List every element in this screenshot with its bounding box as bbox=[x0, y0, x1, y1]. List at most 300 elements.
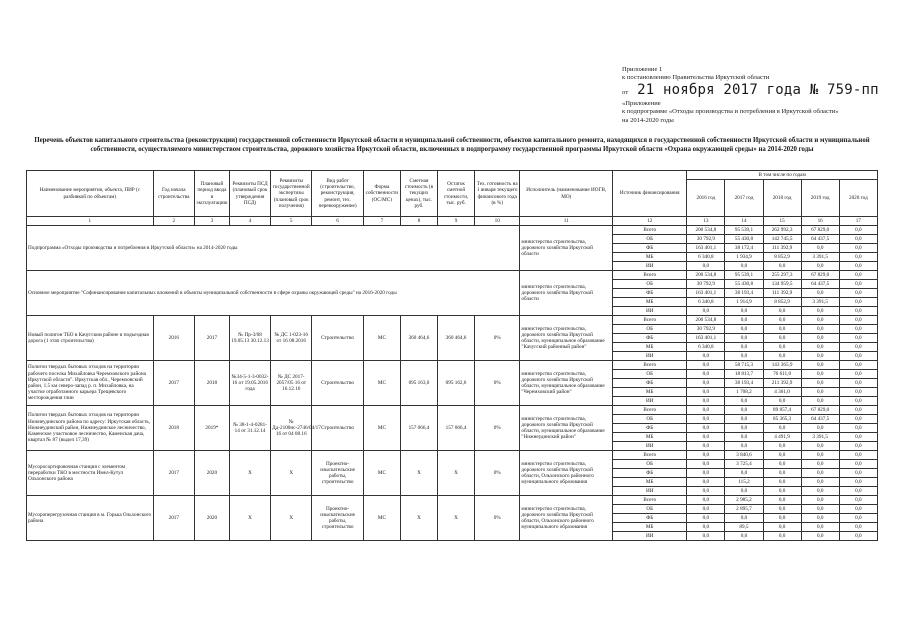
source-cell: ИИ bbox=[613, 397, 687, 406]
value-cell: 0,0 bbox=[763, 478, 801, 487]
value-cell: 0,0 bbox=[801, 343, 839, 352]
value-cell: 0,0 bbox=[687, 388, 725, 397]
column-number-cell: 7 bbox=[363, 217, 400, 226]
value-cell: 0,0 bbox=[763, 460, 801, 469]
source-cell: ОБ bbox=[613, 460, 687, 469]
expertise-cell: Х bbox=[271, 451, 312, 496]
value-cell: 38 193,4 bbox=[725, 289, 763, 298]
source-cell: МБ bbox=[613, 343, 687, 352]
value-cell: 0,0 bbox=[839, 478, 877, 487]
column-number-cell: 3 bbox=[194, 217, 229, 226]
source-cell: МБ bbox=[613, 253, 687, 262]
value-cell: 1 708,2 bbox=[725, 388, 763, 397]
value-cell: 0,0 bbox=[839, 505, 877, 514]
readiness: 0% bbox=[475, 451, 520, 496]
column-number-cell: 5 bbox=[271, 217, 312, 226]
executor-cell: министерство строительства, дорожного хозяйства Иркутской области, муниципальное образование "Черемховский район" bbox=[520, 361, 613, 406]
value-cell: 0,0 bbox=[763, 397, 801, 406]
value-cell: 0,0 bbox=[839, 487, 877, 496]
end-year: 2019* bbox=[194, 406, 229, 451]
value-cell: 0,0 bbox=[801, 505, 839, 514]
value-cell: 0,0 bbox=[839, 244, 877, 253]
column-number-cell: 13 bbox=[687, 217, 725, 226]
value-cell: 200 534,8 bbox=[687, 226, 725, 235]
value-cell: 0,0 bbox=[839, 325, 877, 334]
value-cell: 0,0 bbox=[839, 289, 877, 298]
value-cell: 0,0 bbox=[839, 343, 877, 352]
value-cell: 0,0 bbox=[687, 523, 725, 532]
ownership: МС bbox=[363, 361, 400, 406]
psd-cell: Х bbox=[229, 451, 270, 496]
psd-cell: № 38-1-4-0281-14 от 31.12.14 bbox=[229, 406, 270, 451]
value-cell: 0,0 bbox=[725, 532, 763, 541]
readiness: 0% bbox=[475, 361, 520, 406]
value-cell: 30 792,9 bbox=[687, 325, 725, 334]
source-cell: МБ bbox=[613, 298, 687, 307]
value-cell: 0,0 bbox=[801, 532, 839, 541]
value-cell: 0,0 bbox=[725, 262, 763, 271]
expertise-cell: Х bbox=[271, 496, 312, 541]
value-cell: 0,0 bbox=[839, 442, 877, 451]
source-cell: Всего bbox=[613, 316, 687, 325]
source-cell: Всего bbox=[613, 361, 687, 370]
value-cell: 0,0 bbox=[839, 379, 877, 388]
ownership: МС bbox=[363, 316, 400, 361]
col-header-year: 2020 год bbox=[839, 180, 877, 217]
readiness: 0% bbox=[475, 316, 520, 361]
expertise-cell: № ДС 2017-2057/05 16 от 16.12.16 bbox=[271, 361, 312, 406]
cost: Х bbox=[400, 496, 437, 541]
value-cell: 0,0 bbox=[725, 415, 763, 424]
work-type: Строительство bbox=[312, 361, 364, 406]
value-cell: 0,0 bbox=[687, 505, 725, 514]
value-cell: 0,0 bbox=[763, 343, 801, 352]
value-cell: 0,0 bbox=[687, 487, 725, 496]
value-cell: 0,0 bbox=[839, 532, 877, 541]
value-cell: 0,0 bbox=[725, 325, 763, 334]
cost: 095 163,0 bbox=[400, 361, 437, 406]
column-number-cell: 16 bbox=[801, 217, 839, 226]
psd-cell: №34-5-1-3-0032-16 от 19.05.2016 года bbox=[229, 361, 270, 406]
source-cell: ФБ bbox=[613, 379, 687, 388]
value-cell: 0,0 bbox=[801, 388, 839, 397]
value-cell: 89 857,4 bbox=[763, 406, 801, 415]
value-cell: 0,0 bbox=[763, 451, 801, 460]
value-cell: 0,0 bbox=[763, 505, 801, 514]
value-cell: 0,0 bbox=[763, 523, 801, 532]
value-cell: 0,0 bbox=[725, 316, 763, 325]
ownership: МС bbox=[363, 406, 400, 451]
value-cell: 0,0 bbox=[725, 343, 763, 352]
value-cell: 3 840,6 bbox=[725, 451, 763, 460]
source-cell: Всего bbox=[613, 271, 687, 280]
source-cell: ОБ bbox=[613, 325, 687, 334]
object-row bbox=[27, 496, 878, 505]
value-cell: 95 539,1 bbox=[725, 226, 763, 235]
col-header-rest: Остаток сметной стоимости, тыс. руб. bbox=[437, 171, 474, 217]
object-row bbox=[27, 316, 878, 325]
value-cell: 0,0 bbox=[801, 460, 839, 469]
column-number-cell: 6 bbox=[312, 217, 364, 226]
value-cell: 2 985,2 bbox=[725, 496, 763, 505]
value-cell: 200 534,8 bbox=[687, 271, 725, 280]
value-cell: 0,0 bbox=[725, 334, 763, 343]
value-cell: 0,0 bbox=[687, 415, 725, 424]
value-cell: 0,0 bbox=[801, 514, 839, 523]
value-cell: 1 914,9 bbox=[725, 298, 763, 307]
value-cell: 0,0 bbox=[801, 316, 839, 325]
value-cell: 3 391,5 bbox=[801, 433, 839, 442]
value-cell: 0,0 bbox=[725, 307, 763, 316]
value-cell: 76 611,0 bbox=[763, 370, 801, 379]
value-cell: 0,0 bbox=[687, 352, 725, 361]
value-cell: 0,0 bbox=[839, 370, 877, 379]
value-cell: 64 437,5 bbox=[801, 415, 839, 424]
value-cell: 0,0 bbox=[839, 235, 877, 244]
value-cell: 55 430,8 bbox=[725, 235, 763, 244]
appendix-line2: к постановлению Правительства Иркутской области bbox=[622, 74, 770, 82]
value-cell: 0,0 bbox=[687, 397, 725, 406]
value-cell: 0,0 bbox=[839, 361, 877, 370]
value-cell: 8 852,9 bbox=[763, 253, 801, 262]
value-cell: 134 959,5 bbox=[763, 280, 801, 289]
value-cell: 0,0 bbox=[839, 271, 877, 280]
value-cell: 0,0 bbox=[801, 361, 839, 370]
ownership: МС bbox=[363, 496, 400, 541]
expertise-cell: № ДС 1-023-16 от 16 08.2016 bbox=[271, 316, 312, 361]
column-number-cell: 4 bbox=[229, 217, 270, 226]
value-cell: 0,0 bbox=[687, 451, 725, 460]
value-cell: 6 340,8 bbox=[687, 298, 725, 307]
cost: 360 464,6 bbox=[400, 316, 437, 361]
value-cell: 0,0 bbox=[839, 397, 877, 406]
value-cell: 0,0 bbox=[687, 379, 725, 388]
col-header-name: Наименование мероприятия, объекта, ПИР (с разбивкой по объектам) bbox=[27, 171, 154, 217]
value-cell: 3 391,5 bbox=[801, 253, 839, 262]
col-header-cost: Сметная стоимость (в текущих ценах), тыс. руб. bbox=[400, 171, 437, 217]
col-header-ownership: Форма собственности (ОС/МС) bbox=[363, 171, 400, 217]
value-cell: 0,0 bbox=[687, 262, 725, 271]
work-type: Строительство bbox=[312, 406, 364, 451]
source-cell: МБ bbox=[613, 388, 687, 397]
value-cell: 163 401,1 bbox=[687, 334, 725, 343]
object-row bbox=[27, 406, 878, 415]
object-name: Мусоросортировочная станция с элементом переработки ТКО в местности Имел-Кутул Ольхонского района bbox=[27, 451, 154, 496]
value-cell: 0,0 bbox=[839, 523, 877, 532]
col-header-year: 2019 год bbox=[801, 180, 839, 217]
value-cell: 0,0 bbox=[839, 469, 877, 478]
col-header-readiness: Тех. готовность на 1 января текущего финансового года (в %) bbox=[475, 171, 520, 217]
column-number-cell: 14 bbox=[725, 217, 763, 226]
value-cell: 0,0 bbox=[839, 226, 877, 235]
value-cell: 255 297,3 bbox=[763, 271, 801, 280]
cost: 157 066,4 bbox=[400, 406, 437, 451]
column-number-row bbox=[27, 217, 878, 226]
source-cell: ИИ bbox=[613, 487, 687, 496]
psd-cell: № Пр-3/08 19.05.13 30.12.13 bbox=[229, 316, 270, 361]
value-cell: 0,0 bbox=[839, 307, 877, 316]
value-cell: 0,0 bbox=[801, 370, 839, 379]
value-cell: 0,0 bbox=[725, 352, 763, 361]
value-cell: 64 437,5 bbox=[801, 280, 839, 289]
value-cell: 0,0 bbox=[801, 451, 839, 460]
column-number-cell: 8 bbox=[400, 217, 437, 226]
col-header-executor: Исполнитель (наименование ИОГВ, МО) bbox=[520, 171, 613, 217]
col-header-start: Год начала строительства bbox=[153, 171, 194, 217]
source-cell: ОБ bbox=[613, 370, 687, 379]
column-number-cell: 12 bbox=[613, 217, 687, 226]
start-year: 2017 bbox=[153, 496, 194, 541]
source-cell: Всего bbox=[613, 406, 687, 415]
source-cell: МБ bbox=[613, 523, 687, 532]
rest-cost: Х bbox=[437, 451, 474, 496]
value-cell: 6 340,8 bbox=[687, 253, 725, 262]
col-header-source: Источник финансирования bbox=[613, 171, 687, 217]
value-cell: 0,0 bbox=[687, 496, 725, 505]
value-cell: 262 992,3 bbox=[763, 226, 801, 235]
value-cell: 55 430,8 bbox=[725, 280, 763, 289]
source-cell: МБ bbox=[613, 478, 687, 487]
value-cell: 38 172,4 bbox=[725, 244, 763, 253]
appendix-line6: на 2014-2020 годы bbox=[622, 116, 674, 124]
appendix-block bbox=[622, 66, 892, 125]
value-cell: 0,0 bbox=[687, 424, 725, 433]
end-year: 2020 bbox=[194, 496, 229, 541]
executor-cell: министерство строительства, дорожного хозяйства Иркутской области, Ольхонского районного муниципального образования bbox=[520, 451, 613, 496]
value-cell: 0,0 bbox=[801, 397, 839, 406]
value-cell: 0,0 bbox=[725, 487, 763, 496]
table-body bbox=[27, 217, 878, 541]
column-number-cell: 11 bbox=[520, 217, 613, 226]
source-cell: ФБ bbox=[613, 289, 687, 298]
rest-cost: 157 066,4 bbox=[437, 406, 474, 451]
value-cell: 89,5 bbox=[725, 523, 763, 532]
value-cell: 0,0 bbox=[839, 424, 877, 433]
value-cell: 0,0 bbox=[839, 280, 877, 289]
value-cell: 115,2 bbox=[725, 478, 763, 487]
rest-cost: 360 464,6 bbox=[437, 316, 474, 361]
source-cell: ФБ bbox=[613, 334, 687, 343]
col-header-expertise: Реквизиты государственной экспертизы (плановый срок получения) bbox=[271, 171, 312, 217]
value-cell: 4 491,9 bbox=[763, 433, 801, 442]
rest-cost: Х bbox=[437, 496, 474, 541]
end-year: 2017 bbox=[194, 316, 229, 361]
appendix-line5: к подпрограмме «Отходы производства и потребления в Иркутской области» bbox=[622, 108, 839, 116]
value-cell: 2 895,7 bbox=[725, 505, 763, 514]
value-cell: 8 852,9 bbox=[763, 298, 801, 307]
value-cell: 0,0 bbox=[801, 424, 839, 433]
col-header-work: Вид работ (строительство, реконструкция, ремонт, тех. перевооружение) bbox=[312, 171, 364, 217]
executor-cell: министерство строительства, дорожного хозяйства Иркутской области bbox=[520, 271, 613, 316]
value-cell: 0,0 bbox=[801, 496, 839, 505]
source-cell: Всего bbox=[613, 496, 687, 505]
source-cell: ИИ bbox=[613, 262, 687, 271]
column-number-cell: 9 bbox=[437, 217, 474, 226]
value-cell: 67 829,0 bbox=[801, 406, 839, 415]
column-number-cell: 1 bbox=[27, 217, 154, 226]
block-name: Подпрограмма «Отходы производства и потребления в Иркутской области» на 2014-2020 годы bbox=[27, 226, 520, 271]
value-cell: 0,0 bbox=[801, 334, 839, 343]
column-number-cell: 10 bbox=[475, 217, 520, 226]
value-cell: 0,0 bbox=[801, 379, 839, 388]
value-cell: 0,0 bbox=[801, 523, 839, 532]
value-cell: 0,0 bbox=[763, 352, 801, 361]
value-cell: 1 934,9 bbox=[725, 253, 763, 262]
value-cell: 0,0 bbox=[687, 478, 725, 487]
object-row bbox=[27, 361, 878, 370]
end-year: 2020 bbox=[194, 451, 229, 496]
value-cell: 0,0 bbox=[687, 532, 725, 541]
value-cell: 0,0 bbox=[801, 307, 839, 316]
value-cell: 64 437,5 bbox=[801, 235, 839, 244]
value-cell: 0,0 bbox=[839, 298, 877, 307]
value-cell: 0,0 bbox=[839, 415, 877, 424]
cost: Х bbox=[400, 451, 437, 496]
value-cell: 0,0 bbox=[725, 397, 763, 406]
source-cell: ОБ bbox=[613, 415, 687, 424]
value-cell: 0,0 bbox=[725, 424, 763, 433]
value-cell: 211 392,9 bbox=[763, 379, 801, 388]
source-cell: ФБ bbox=[613, 469, 687, 478]
col-header-year: 2017 год bbox=[725, 180, 763, 217]
col-header-year: 2016 год bbox=[687, 180, 725, 217]
value-cell: 0,0 bbox=[839, 316, 877, 325]
source-cell: Всего bbox=[613, 226, 687, 235]
source-cell: ОБ bbox=[613, 280, 687, 289]
value-cell: 0,0 bbox=[839, 451, 877, 460]
executor-cell: министерство строительства, дорожного хозяйства Иркутской области bbox=[520, 226, 613, 271]
source-cell: ИИ bbox=[613, 352, 687, 361]
value-cell: 67 829,0 bbox=[801, 271, 839, 280]
value-cell: 0,0 bbox=[725, 442, 763, 451]
block-name: Основное мероприятие "Софинансирование капитальных вложений в объекты муниципальной собственности в сфере охраны окружающей среды" на 2016-2020 годы bbox=[27, 271, 520, 316]
value-cell: 0,0 bbox=[801, 325, 839, 334]
value-cell: 67 829,0 bbox=[801, 226, 839, 235]
col-header-years-group: В том числе по годам bbox=[687, 171, 878, 180]
source-cell: ФБ bbox=[613, 244, 687, 253]
value-cell: 0,0 bbox=[839, 496, 877, 505]
value-cell: 0,0 bbox=[763, 424, 801, 433]
source-cell: МБ bbox=[613, 433, 687, 442]
source-cell: Всего bbox=[613, 451, 687, 460]
value-cell: 0,0 bbox=[763, 316, 801, 325]
executor-cell: министерство строительства, дорожного хозяйства Иркутской области, Ольхонского районного муниципального образования bbox=[520, 496, 613, 541]
executor-cell: министерство строительства, дорожного хозяйства Иркутской области, муниципальное образование "Качугский районный район" bbox=[520, 316, 613, 361]
value-cell: 0,0 bbox=[839, 262, 877, 271]
value-cell: 0,0 bbox=[763, 442, 801, 451]
col-header-year: 2018 год bbox=[763, 180, 801, 217]
value-cell: 0,0 bbox=[839, 352, 877, 361]
source-cell: ОБ bbox=[613, 235, 687, 244]
value-cell: 0,0 bbox=[839, 460, 877, 469]
table-row bbox=[27, 226, 878, 235]
value-cell: 0,0 bbox=[687, 406, 725, 415]
expertise-cell: № Дд-2100нс-2746/04/17 16 от 04 08.16 bbox=[271, 406, 312, 451]
column-number-cell: 15 bbox=[763, 217, 801, 226]
value-cell: 0,0 bbox=[763, 487, 801, 496]
column-number-cell: 2 bbox=[153, 217, 194, 226]
value-cell: 0,0 bbox=[687, 442, 725, 451]
value-cell: 0,0 bbox=[763, 469, 801, 478]
work-type: Строительство bbox=[312, 316, 364, 361]
value-cell: 0,0 bbox=[725, 406, 763, 415]
appendix-from: от bbox=[622, 88, 629, 96]
appendix-line4: «Приложение bbox=[622, 99, 661, 107]
value-cell: 0,0 bbox=[725, 469, 763, 478]
value-cell: 0,0 bbox=[763, 514, 801, 523]
value-cell: 0,0 bbox=[687, 460, 725, 469]
value-cell: 4 361,0 bbox=[763, 388, 801, 397]
value-cell: 0,0 bbox=[687, 514, 725, 523]
value-cell: 0,0 bbox=[839, 514, 877, 523]
value-cell: 58 715,3 bbox=[725, 361, 763, 370]
value-cell: 0,0 bbox=[801, 469, 839, 478]
value-cell: 200 534,8 bbox=[687, 316, 725, 325]
col-header-period: Плановый период ввода в эксплуатацию bbox=[194, 171, 229, 217]
appendix-stamp: 21 ноября 2017 года № 759-пп bbox=[637, 81, 879, 98]
value-cell: 0,0 bbox=[801, 442, 839, 451]
value-cell: 0,0 bbox=[839, 433, 877, 442]
value-cell: 0,0 bbox=[801, 478, 839, 487]
value-cell: 0,0 bbox=[687, 433, 725, 442]
value-cell: 0,0 bbox=[763, 307, 801, 316]
value-cell: 0,0 bbox=[839, 406, 877, 415]
value-cell: 0,0 bbox=[763, 532, 801, 541]
work-type: Проектно-изыскательские работы, строительство bbox=[312, 451, 364, 496]
value-cell: 85 365,3 bbox=[763, 415, 801, 424]
value-cell: 0,0 bbox=[763, 325, 801, 334]
appendix-line1: Приложение 1 bbox=[622, 66, 663, 73]
value-cell: 0,0 bbox=[725, 514, 763, 523]
value-cell: 0,0 bbox=[763, 334, 801, 343]
value-cell: 163 401,1 bbox=[687, 244, 725, 253]
value-cell: 0,0 bbox=[839, 334, 877, 343]
start-year: 2017 bbox=[153, 451, 194, 496]
readiness: 0% bbox=[475, 496, 520, 541]
ownership: МС bbox=[363, 451, 400, 496]
value-cell: 0,0 bbox=[725, 433, 763, 442]
value-cell: 0,0 bbox=[687, 361, 725, 370]
source-cell: ФБ bbox=[613, 424, 687, 433]
objects-table bbox=[26, 170, 878, 541]
source-cell: ФБ bbox=[613, 514, 687, 523]
value-cell: 0,0 bbox=[801, 352, 839, 361]
value-cell: 0,0 bbox=[839, 253, 877, 262]
source-cell: ИИ bbox=[613, 442, 687, 451]
executor-cell: министерство строительства, дорожного хозяйства Иркутской области, муниципальное образование "Нижнеудинский район" bbox=[520, 406, 613, 451]
value-cell: 0,0 bbox=[687, 307, 725, 316]
object-row bbox=[27, 451, 878, 460]
value-cell: 30 792,9 bbox=[687, 235, 725, 244]
col-header-psd: Реквизиты ПСД (плановый срок утверждения ПСД) bbox=[229, 171, 270, 217]
value-cell: 142 745,5 bbox=[763, 235, 801, 244]
value-cell: 111 392,9 bbox=[763, 244, 801, 253]
value-cell: 38 193,4 bbox=[725, 379, 763, 388]
value-cell: 0,0 bbox=[687, 370, 725, 379]
psd-cell: Х bbox=[229, 496, 270, 541]
value-cell: 0,0 bbox=[839, 388, 877, 397]
value-cell: 143 365,9 bbox=[763, 361, 801, 370]
value-cell: 18 813,7 bbox=[725, 370, 763, 379]
value-cell: 3 725,4 bbox=[725, 460, 763, 469]
start-year: 2017 bbox=[153, 361, 194, 406]
start-year: 2018 bbox=[153, 406, 194, 451]
appendix-stamp-line bbox=[622, 83, 892, 100]
source-cell: ИИ bbox=[613, 307, 687, 316]
column-number-cell: 17 bbox=[839, 217, 877, 226]
value-cell: 0,0 bbox=[801, 244, 839, 253]
object-name: Мусороперегрузочная станция в м. Горька Ольхонского района bbox=[27, 496, 154, 541]
